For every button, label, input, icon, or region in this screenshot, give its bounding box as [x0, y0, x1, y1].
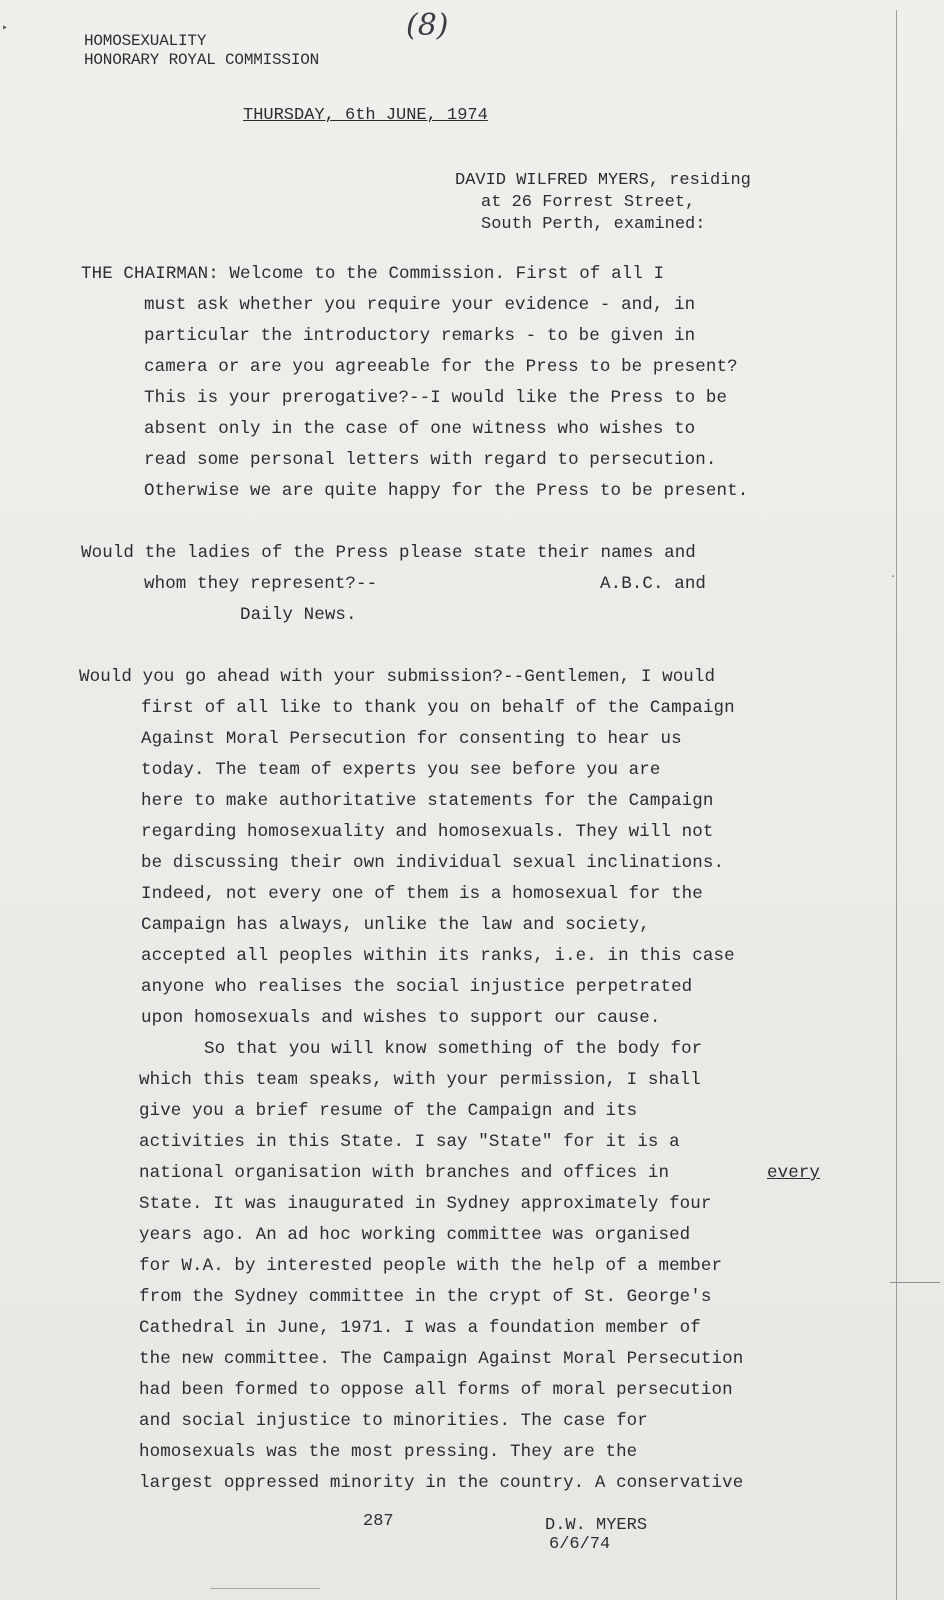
footer-date: 6/6/74	[549, 1535, 611, 1554]
text-line: Against Moral Persecution for consenting to hear us	[141, 729, 682, 749]
text-line: homosexuals was the most pressing. They are the	[139, 1442, 638, 1462]
text-line: years ago. An ad hoc working committee was organised	[139, 1225, 691, 1245]
text-line: be discussing their own individual sexual inclinations.	[141, 853, 725, 873]
text-line: activities in this State. I say "State" for it is a	[139, 1132, 680, 1152]
text-line: regarding homosexuality and homosexuals. They will not	[141, 822, 714, 842]
text-line: which this team speaks, with your permission, I shall	[139, 1070, 701, 1090]
header-line-2: HONORARY ROYAL COMMISSION	[84, 51, 320, 69]
witness-line-2: at 26 Forrest Street,	[481, 193, 696, 212]
text-line: THE CHAIRMAN: Welcome to the Commission. First of all I	[81, 264, 665, 284]
text-line: absent only in the case of one witness who wishes to	[144, 419, 696, 439]
text-line: Cathedral in June, 1971. I was a foundation member of	[139, 1318, 701, 1338]
text-line: So that you will know something of the body for	[204, 1039, 703, 1059]
witness-line-1: DAVID WILFRED MYERS, residing	[455, 171, 751, 190]
text-line: accepted all peoples within its ranks, i.e. in this case	[141, 946, 735, 966]
handwritten-page-mark: (8)	[406, 8, 449, 43]
witness-line-3: South Perth, examined:	[481, 215, 706, 234]
header-line-1: HOMOSEXUALITY	[84, 32, 207, 50]
text-line: from the Sydney committee in the crypt of St. George's	[139, 1287, 712, 1307]
text-line: Daily News.	[240, 605, 357, 625]
text-line: the new committee. The Campaign Against Moral Persecution	[139, 1349, 744, 1369]
underlined-word: every	[767, 1163, 821, 1183]
text-line: today. The team of experts you see before you are	[141, 760, 661, 780]
text-line: for W.A. by interested people with the help of a member	[139, 1256, 723, 1276]
text-line: Indeed, not every one of them is a homosexual for the	[141, 884, 703, 904]
text-line: whom they represent?--	[144, 574, 378, 594]
text-line: anyone who realises the social injustice perpetrated	[141, 977, 693, 997]
text-line: particular the introductory remarks - to be given in	[144, 326, 696, 346]
text-line: and social injustice to minorities. The case for	[139, 1411, 648, 1431]
text-line: largest oppressed minority in the country. A conservative	[139, 1473, 744, 1493]
text-line: give you a brief resume of the Campaign and its	[139, 1101, 638, 1121]
text-line: had been formed to oppose all forms of moral persecution	[139, 1380, 733, 1400]
footer-initials: D.W. MYERS	[545, 1516, 648, 1535]
scan-artifact	[210, 1588, 320, 1589]
text-line: first of all like to thank you on behalf of the Campaign	[141, 698, 735, 718]
hearing-date: THURSDAY, 6th JUNE, 1974	[243, 106, 488, 125]
scan-artifact	[890, 1282, 940, 1283]
text-line: upon homosexuals and wishes to support our cause.	[141, 1008, 661, 1028]
text-line: Would you go ahead with your submission?--Gentlemen, I would	[79, 667, 716, 687]
scan-artifact: ·	[890, 572, 897, 583]
text-line: Would the ladies of the Press please state their names and	[81, 543, 696, 563]
text-line: here to make authoritative statements for the Campaign	[141, 791, 714, 811]
text-line: must ask whether you require your evidence - and, in	[144, 295, 696, 315]
page-number: 287	[363, 1512, 394, 1531]
text-line: national organisation with branches and offices in	[139, 1163, 670, 1183]
text-line: Otherwise we are quite happy for the Press to be present.	[144, 481, 749, 501]
scan-artifact: ▸	[2, 23, 9, 34]
text-line: A.B.C. and	[600, 574, 707, 594]
text-line: Campaign has always, unlike the law and society,	[141, 915, 650, 935]
page-edge-line	[896, 10, 897, 1600]
text-line: camera or are you agreeable for the Press to be present?	[144, 357, 738, 377]
text-line: State. It was inaugurated in Sydney approximately four	[139, 1194, 712, 1214]
text-line: read some personal letters with regard to persecution.	[144, 450, 717, 470]
text-line: This is your prerogative?--I would like the Press to be	[144, 388, 728, 408]
